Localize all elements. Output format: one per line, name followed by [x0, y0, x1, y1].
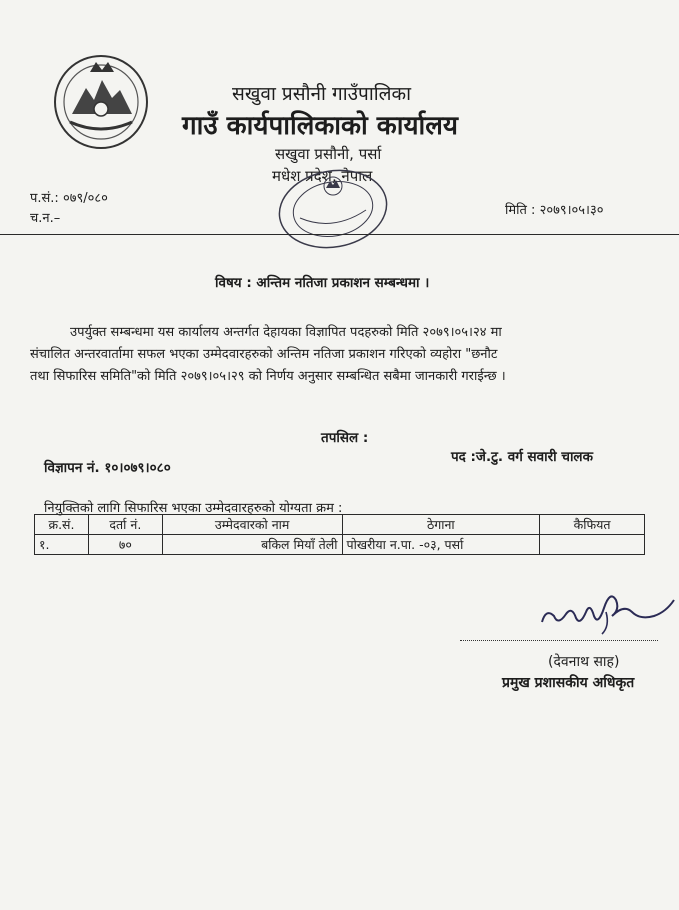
dispatch-number: च.न.–	[30, 211, 61, 226]
nepal-emblem-logo	[50, 52, 152, 152]
handwritten-signature	[536, 582, 676, 638]
candidate-table	[34, 514, 645, 555]
col-header-remarks: कैफियत	[540, 515, 645, 535]
table-header-row	[35, 515, 645, 535]
col-header-registration: दर्ता नं.	[88, 515, 162, 535]
cell-candidate-name: बकिल मियाँ तेली	[162, 535, 342, 555]
header-divider	[0, 234, 679, 235]
office-stamp	[274, 166, 392, 252]
post-title: पद :जे.टु. वर्ग सवारी चालक	[451, 449, 593, 465]
col-header-candidate-name: उम्मेदवारको नाम	[162, 515, 342, 535]
province-line: मधेश प्रदेश, नेपाल	[272, 167, 373, 185]
municipality-name: सखुवा प्रसौनी गाउँपालिका	[232, 83, 412, 105]
signature-line	[460, 640, 658, 641]
signatory-title: प्रमुख प्रशासकीय अधिकृत	[502, 675, 635, 691]
cell-remarks	[540, 535, 645, 555]
reference-number: प.सं.: ०७९/०८०	[30, 191, 108, 206]
details-heading: तपसिल :	[321, 430, 369, 446]
cell-registration: ७०	[88, 535, 162, 555]
letter-date: मिति : २०७९।०५।३०	[505, 203, 604, 218]
address-line: सखुवा प्रसौनी, पर्सा	[275, 145, 382, 163]
cell-serial: १.	[35, 535, 89, 555]
body-paragraph	[30, 322, 642, 388]
body-line: उपर्युक्त सम्बन्धमा यस कार्यालय अन्तर्गत देहायका विज्ञापित पदहरुको मिति २०७९।०५।२४ मा	[70, 325, 502, 340]
col-header-address: ठेगाना	[342, 515, 540, 535]
office-title: गाउँ कार्यपालिकाको कार्यालय	[182, 111, 458, 141]
letter-subject: विषय : अन्तिम नतिजा प्रकाशन सम्बन्धमा ।	[215, 275, 430, 291]
table-row	[35, 535, 645, 555]
body-line: तथा सिफारिस समिति"को मिति २०७९।०५।२९ को निर्णय अनुसार सम्बन्धित सबैमा जानकारी गराईन्छ ।	[30, 369, 506, 384]
body-line: संचालित अन्तरवार्तामा सफल भएका उम्मेदवारहरुको अन्तिम नतिजा प्रकाशन गरिएको व्यहोरा "छनौट	[30, 347, 498, 362]
merit-order-heading: नियुक्तिको लागि सिफारिस भएका उम्मेदवारहरुको योग्यता क्रम :	[44, 501, 343, 516]
signatory-name: (देवनाथ साह)	[548, 654, 620, 670]
cell-address: पोखरीया न.पा. -०३, पर्सा	[342, 535, 540, 555]
col-header-serial: क्र.सं.	[35, 515, 89, 535]
advertisement-number: विज्ञापन नं. १०।०७९।०८०	[44, 460, 171, 476]
